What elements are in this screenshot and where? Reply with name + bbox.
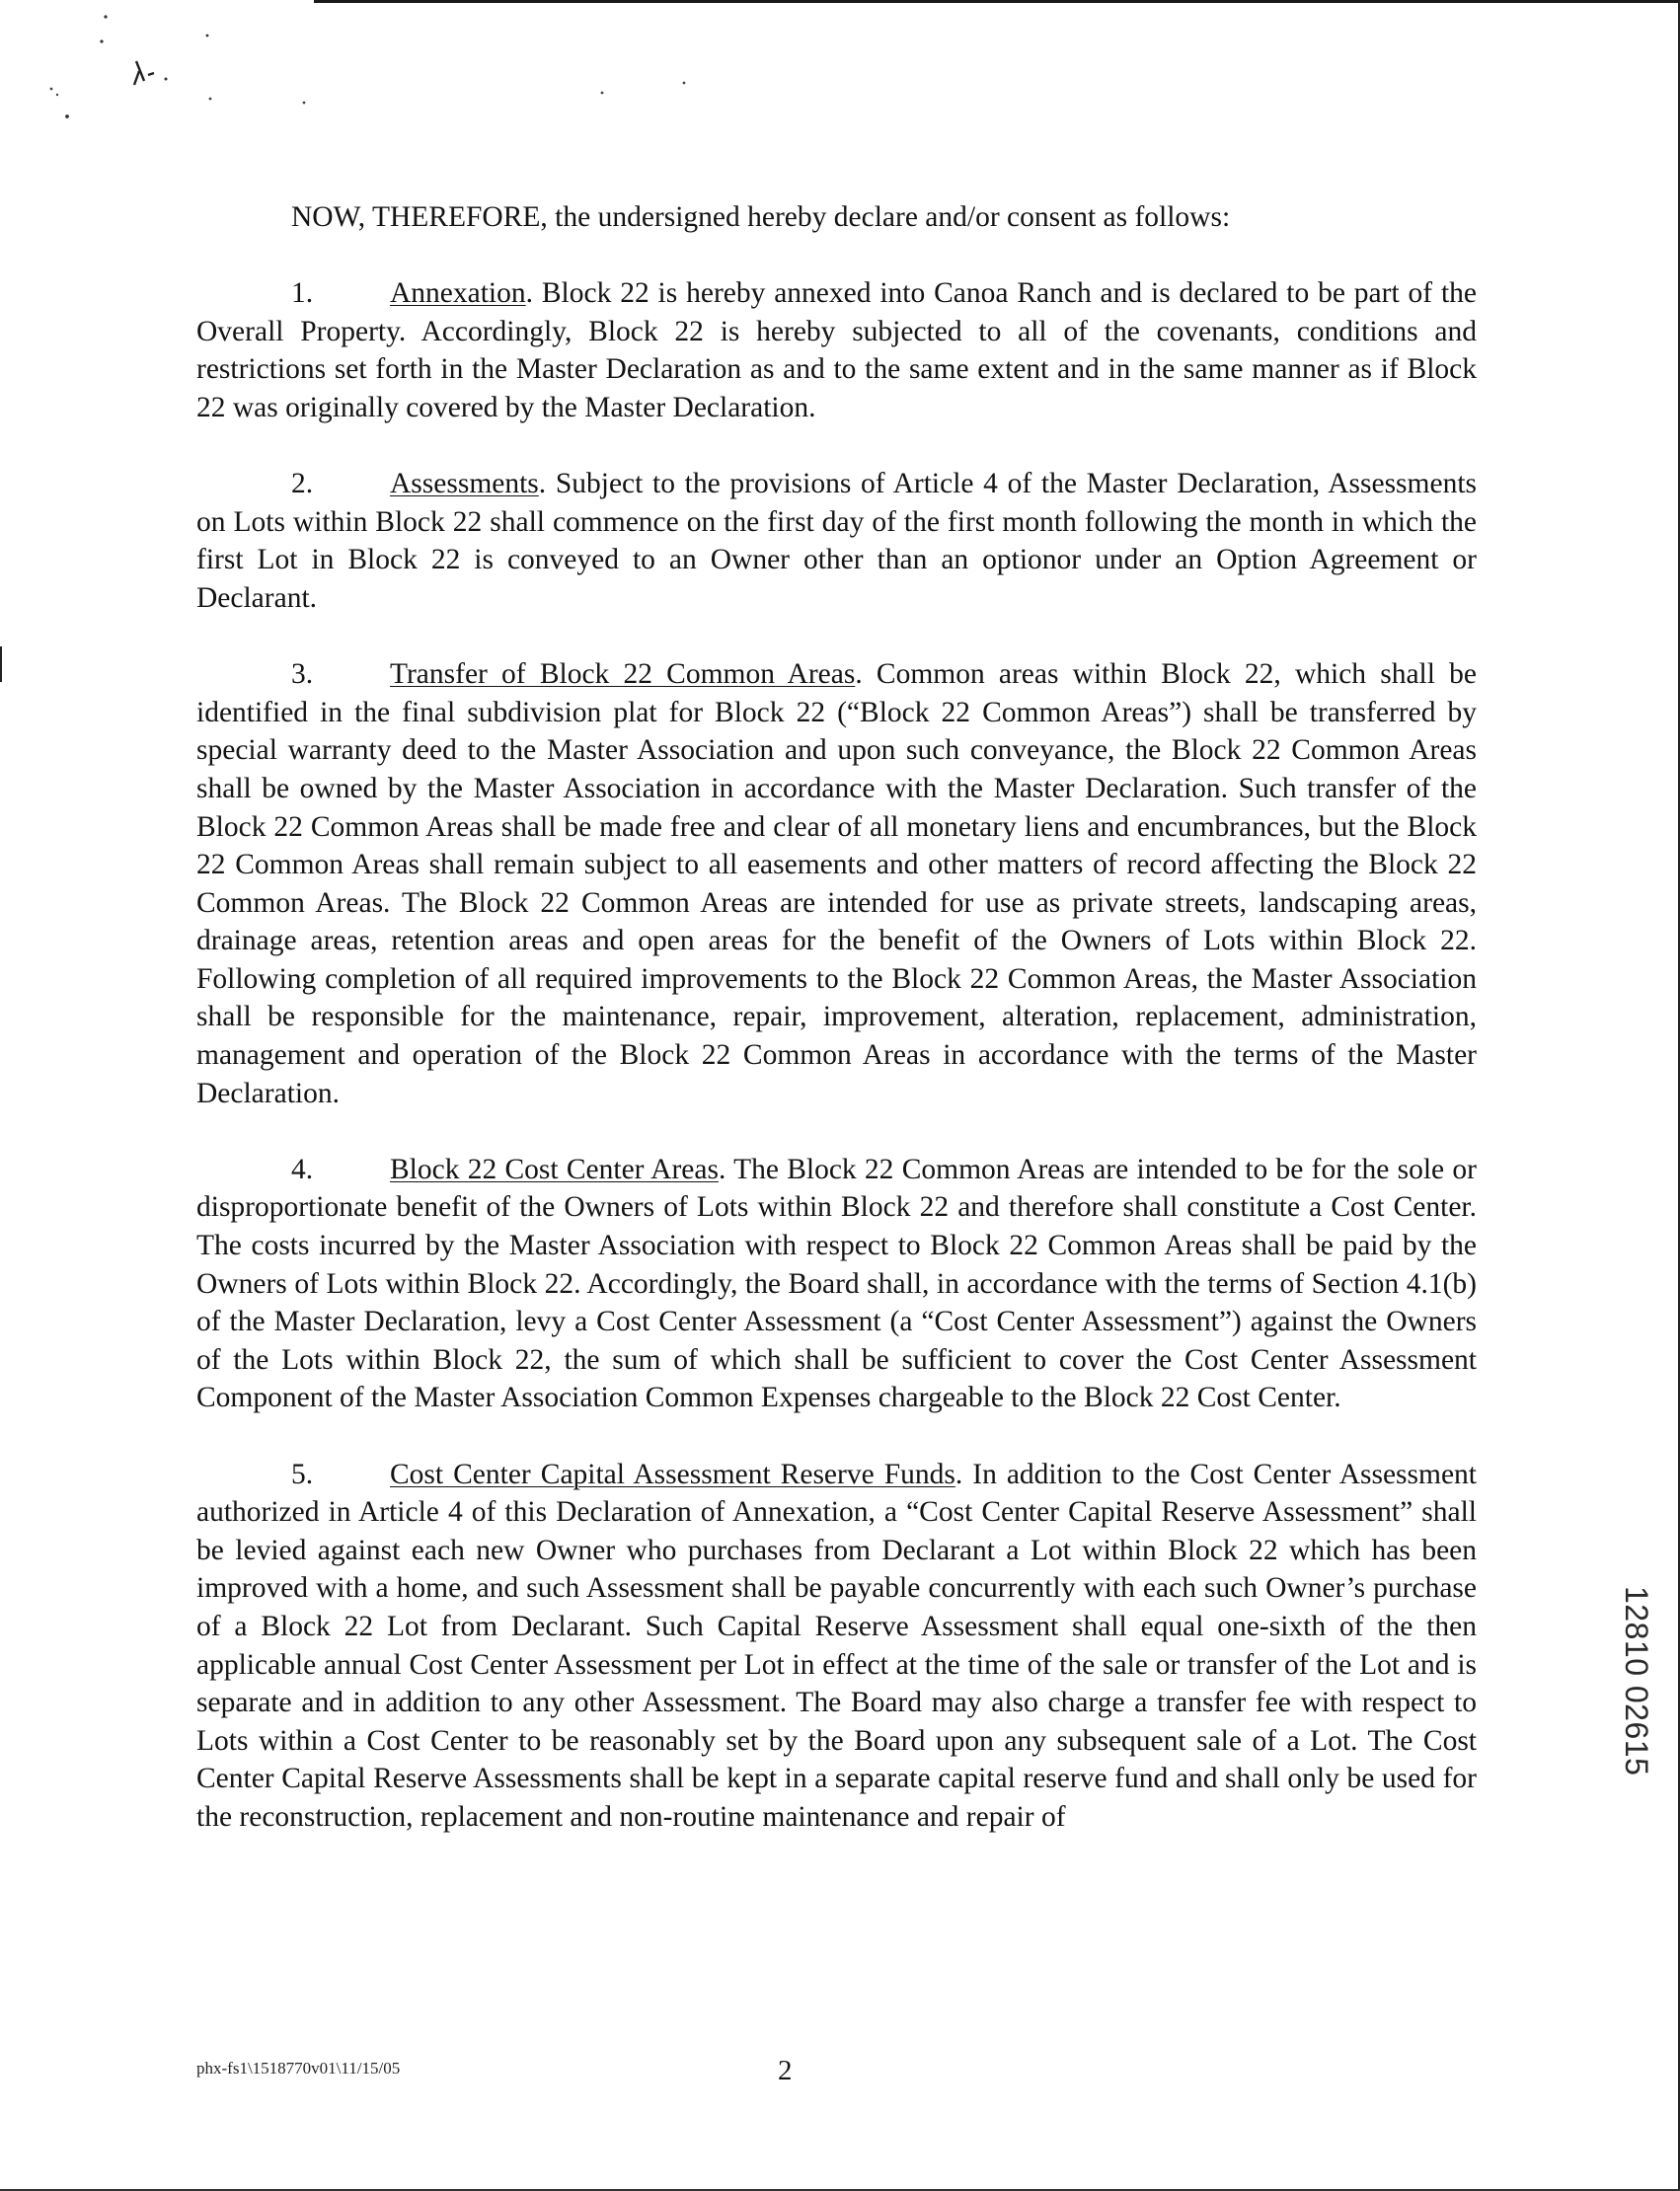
section-text: . Subject to the provisions of Article 4 of the Master Declaration, Assessments on Lots within Block 22 shall commence on the first day of the first month following the month in which the first Lot in Block 22 is conveyed to an Owner other than an optionor under an Option Agreement or Declarant.	[196, 468, 1477, 614]
section-number: 1.	[291, 277, 314, 310]
left-scan-mark	[0, 646, 2, 682]
section-heading: Cost Center Capital Assessment Reserve Funds	[390, 1458, 955, 1490]
section-number: 5.	[291, 1458, 314, 1490]
section-cost-center-areas	[196, 1151, 1477, 1417]
section-text: . The Block 22 Common Areas are intended to be for the sole or disproportionate benefit of the Owners of Lots within Block 22 and therefore shall constitute a Cost Center. The costs incurred by the Master Association with respect to Block 22 Common Areas shall be paid by the Owners of Lots within Block 22. Accordingly, the Board shall, in accordance with the terms of Section 4.1(b) of the Master Declaration, levy a Cost Center Assessment (a “Cost Center Assessment”) against the Owners of the Lots within Block 22, the sum of which shall be sufficient to cover the Cost Center Assessment Component of the Master Association Common Expenses chargeable to the Block 22 Cost Center.	[196, 1153, 1477, 1414]
footer-doc-ref: phx-fs1\1518770v01\11/15/05	[196, 2059, 401, 2078]
section-number: 2.	[291, 468, 314, 500]
recording-stamp	[1613, 1586, 1652, 1857]
section-heading: Assessments	[390, 468, 539, 500]
section-text: . Block 22 is hereby annexed into Canoa Ranch and is declared to be part of the Overall Property. Accordingly, Block 22 is hereby subjected to all of the covenants, conditions and restrictions set forth in the Master Declaration as and to the same extent and in the same manner as if Block 22 was originally covered by the Master Declaration.	[196, 277, 1477, 423]
section-number: 3.	[291, 658, 314, 691]
section-number: 4.	[291, 1153, 314, 1185]
section-transfer-common-areas	[196, 655, 1477, 1112]
page-number: 2	[778, 2055, 793, 2086]
section-assessments	[196, 465, 1477, 617]
section-heading: Annexation	[390, 277, 526, 310]
section-heading: Block 22 Cost Center Areas	[390, 1153, 719, 1185]
section-annexation	[196, 274, 1477, 426]
scan-specks	[0, 0, 711, 128]
document-body	[196, 198, 1477, 1837]
recording-stamp-text: 12810 02615	[1619, 1586, 1654, 1776]
section-capital-reserve-funds	[196, 1456, 1477, 1837]
section-text: . In addition to the Cost Center Assessment authorized in Article 4 of this Declaration of Annexation, a “Cost Center Capital Reserve Assessment” shall be levied against each new Owner who purchases from Declarant a Lot within Block 22 which has been improved with a home, and such Assessment shall be payable concurrently with each such Owner’s purchase of a Block 22 Lot from Declarant. Such Capital Reserve Assessment shall equal one-sixth of the then applicable annual Cost Center Assessment per Lot in effect at the time of the sale or transfer of the Lot and is separate and in addition to any other Assessment. The Board may also charge a transfer fee with respect to Lots within a Cost Center to be reasonably set by the Board upon any subsequent sale of a Lot. The Cost Center Capital Reserve Assessments shall be kept in a separate capital reserve fund and shall only be used for the reconstruction, replacement and non-routine maintenance and repair of	[196, 1458, 1478, 1833]
section-heading: Transfer of Block 22 Common Areas	[390, 658, 856, 691]
intro-paragraph: NOW, THEREFORE, the undersigned hereby declare and/or consent as follows:	[291, 201, 1231, 233]
section-text: . Common areas within Block 22, which shall be identified in the final subdivision plat for Block 22 (“Block 22 Common Areas”) shall be transferred by special warranty deed to the Master Association and upon such conveyance, the Block 22 Common Areas shall be owned by the Master Association in accordance with the Master Declaration. Such transfer of the Block 22 Common Areas shall be made free and clear of all monetary liens and encumbrances, but the Block 22 Common Areas shall remain subject to all easements and other matters of record affecting the Block 22 Common Areas. The Block 22 Common Areas are intended for use as private streets, landscaping areas, drainage areas, retention areas and open areas for the benefit of the Owners of Lots within Block 22. Following completion of all required improvements to the Block 22 Common Areas, the Master Association shall be responsible for the maintenance, repair, improvement, alteration, replacement, administration, management and operation of the Block 22 Common Areas in accordance with the terms of the Master Declaration.	[196, 658, 1477, 1109]
